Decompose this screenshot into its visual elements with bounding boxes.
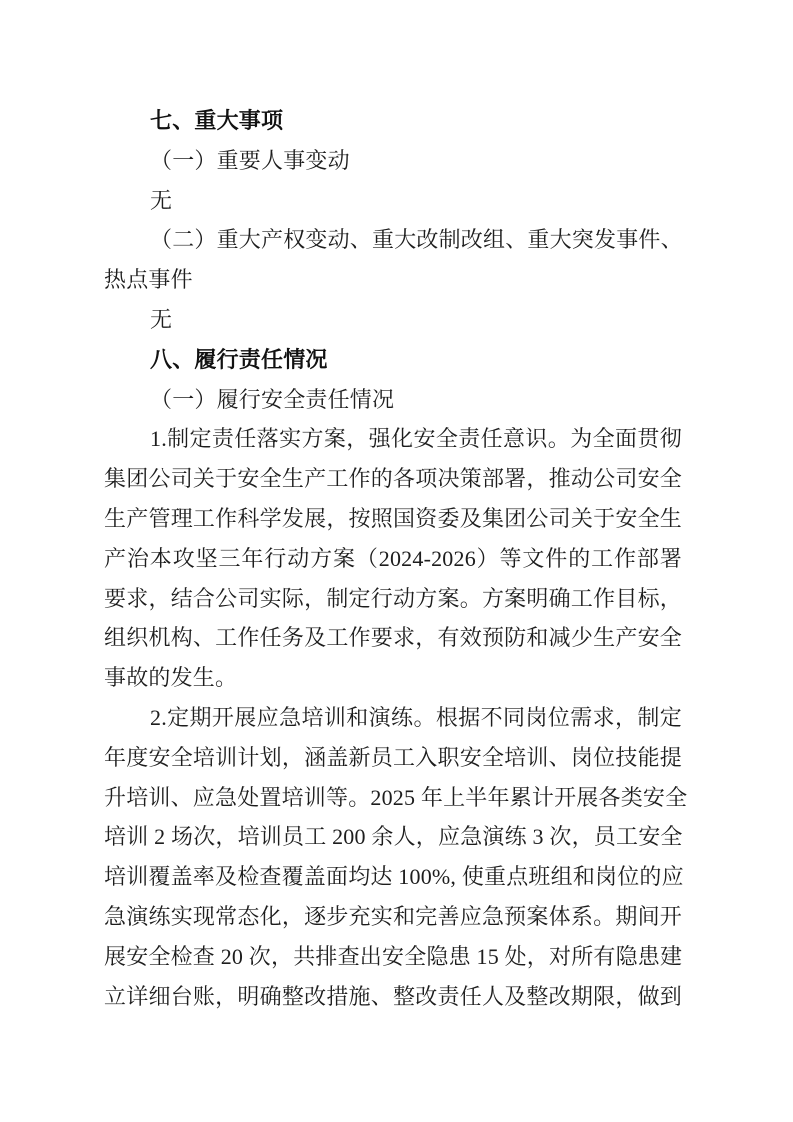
paragraph-1-line: 事故的发生。 bbox=[104, 665, 238, 691]
paragraph-2-line: 2.定期开展应急培训和演练。根据不同岗位需求，制定 bbox=[150, 704, 682, 730]
paragraph-1-line: 产治本攻坚三年行动方案（2024-2026）等文件的工作部署 bbox=[104, 545, 682, 571]
paragraph-2-line: 培训覆盖率及检查覆盖面均达 100%, 使重点班组和岗位的应 bbox=[104, 864, 684, 890]
section-7-sub-2-heading-line-1: （二）重大产权变动、重大改制改组、重大突发事件、 bbox=[150, 227, 683, 253]
paragraph-2-line: 急演练实现常态化，逐步充实和完善应急预案体系。期间开 bbox=[104, 903, 682, 929]
paragraph-2-line: 升培训、应急处置培训等。2025 年上半年累计开展各类安全 bbox=[104, 784, 688, 810]
section-7-sub-1-content: 无 bbox=[150, 187, 173, 213]
section-7-sub-1-heading: （一）重要人事变动 bbox=[150, 147, 350, 173]
section-8-heading: 八、履行责任情况 bbox=[150, 346, 328, 372]
paragraph-2-line: 立详细台账，明确整改措施、整改责任人及整改期限，做到 bbox=[104, 983, 682, 1009]
section-8-sub-1-heading: （一）履行安全责任情况 bbox=[150, 386, 395, 412]
section-7-sub-2-heading-line-2: 热点事件 bbox=[104, 267, 193, 293]
section-7-heading: 七、重大事项 bbox=[150, 108, 284, 133]
paragraph-1-line: 1.制定责任落实方案，强化安全责任意识。为全面贯彻 bbox=[150, 426, 682, 452]
paragraph-1-line: 生产管理工作科学发展，按照国资委及集团公司关于安全生 bbox=[104, 505, 682, 531]
paragraph-2-line: 培训 2 场次，培训员工 200 余人，应急演练 3 次，员工安全 bbox=[104, 824, 683, 850]
paragraph-1-line: 组织机构、工作任务及工作要求，有效预防和减少生产安全 bbox=[104, 625, 682, 651]
paragraph-1-line: 要求，结合公司实际，制定行动方案。方案明确工作目标， bbox=[104, 585, 682, 611]
page-text-block bbox=[104, 101, 688, 1016]
paragraph-2-line: 展安全检查 20 次，共排查出安全隐患 15 处，对所有隐患建 bbox=[104, 943, 683, 969]
paragraph-2-line: 年度安全培训计划，涵盖新员工入职安全培训、岗位技能提 bbox=[104, 744, 682, 770]
paragraph-1-line: 集团公司关于安全生产工作的各项决策部署，推动公司安全 bbox=[104, 466, 682, 492]
section-7-sub-2-content: 无 bbox=[150, 306, 173, 332]
